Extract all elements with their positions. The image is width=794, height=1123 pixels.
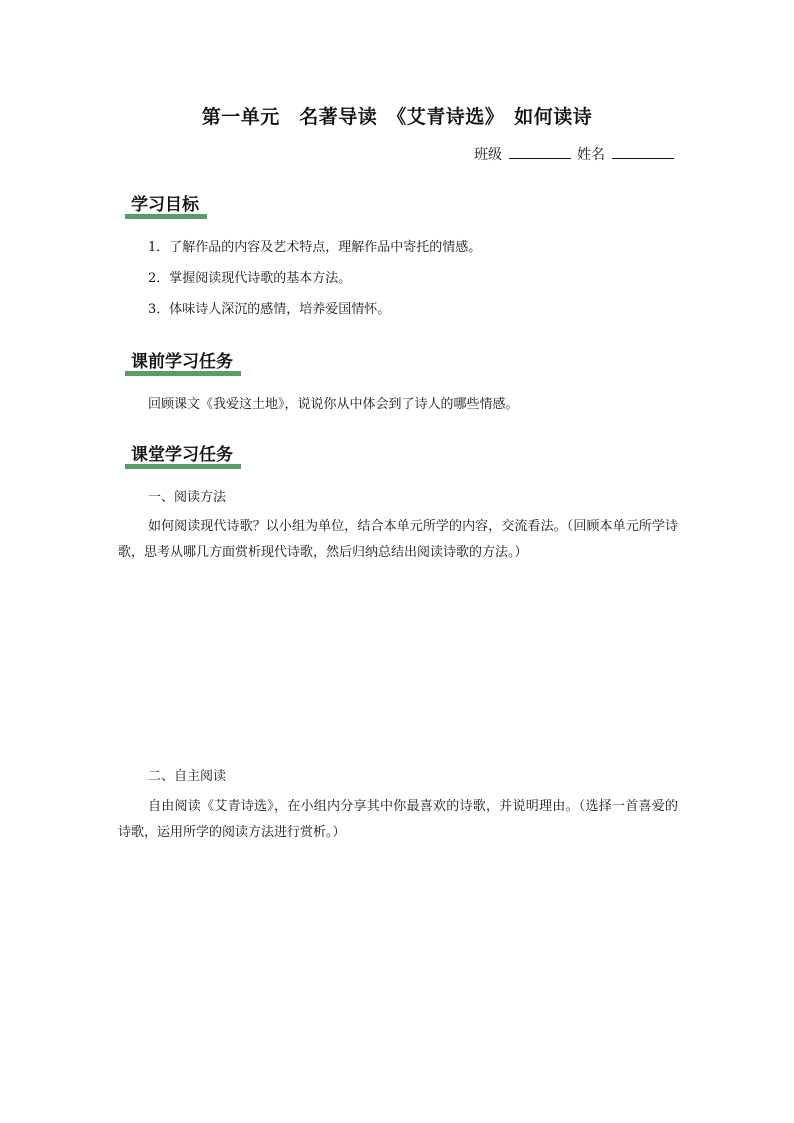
class-name-line bbox=[474, 144, 674, 164]
name-label: 姓名 bbox=[577, 147, 605, 163]
part-title-self-reading: 二、自主阅读 bbox=[148, 769, 227, 784]
objective-item: 3．体味诗人深沉的感情，培养爱国情怀。 bbox=[148, 302, 391, 317]
section-heading-text: 学习目标 bbox=[131, 195, 199, 215]
objective-item: 1．了解作品的内容及艺术特点，理解作品中寄托的情感。 bbox=[148, 240, 482, 255]
page-title: 第一单元 名著导读 《艾青诗选》 如何读诗 bbox=[201, 106, 593, 128]
objective-item: 2．掌握阅读现代诗歌的基本方法。 bbox=[148, 271, 352, 286]
section-heading-in-class bbox=[128, 444, 237, 466]
section-heading-objectives bbox=[128, 194, 203, 216]
class-blank[interactable] bbox=[509, 144, 571, 159]
name-blank[interactable] bbox=[612, 144, 674, 159]
part-text-reading-method: 如何阅读现代诗歌？以小组为单位，结合本单元所学的内容，交流看法。（回顾本单元所学诗歌，思考从哪几方面赏析现代诗歌，然后归纳总结出阅读诗歌的方法。） bbox=[118, 519, 678, 560]
part-title-reading-method: 一、阅读方法 bbox=[148, 490, 227, 505]
pre-class-task: 回顾课文《我爱这土地》，说说你从中体会到了诗人的哪些情感。 bbox=[148, 397, 519, 412]
section-heading-text: 课前学习任务 bbox=[131, 352, 233, 372]
part-text-self-reading: 自由阅读《艾青诗选》，在小组内分享其中你最喜欢的诗歌，并说明理由。（选择一首喜爱的诗歌，运用所学的阅读方法进行赏析。） bbox=[118, 799, 678, 840]
section-heading-text: 课堂学习任务 bbox=[131, 445, 233, 465]
section-heading-pre-class bbox=[128, 351, 237, 373]
class-label: 班级 bbox=[474, 147, 502, 163]
